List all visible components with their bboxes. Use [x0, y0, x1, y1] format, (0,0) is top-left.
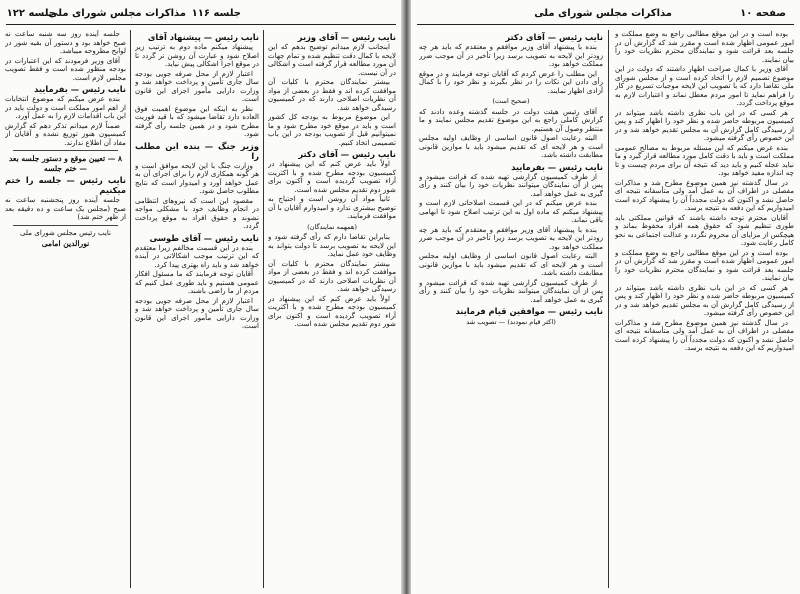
- speaker-name: نایب رئیس — بفرمایید: [511, 161, 603, 172]
- paragraph: اعتبار لازم از محل صرفه جویی بودجه سال جاری تأمین و پرداخت خواهد شد و وزارت دارایی مأمور اجرای این قانون است.: [135, 68, 259, 103]
- paragraph: جلسه آینده روز سه شنبه ساعت نه صبح خواهد بود و دستور آن بقیه شور در لوایح مطروحه میباشد.: [5, 30, 126, 55]
- right-page-column-divider: [608, 30, 609, 588]
- paragraph: وزارت جنگ با این لایحه موافق است و هر گونه همکاری لازم را برای اجرای آن به عمل خواهد آورد و امیدوار است که نتایج مطلوب حاصل شود.: [135, 160, 259, 195]
- paragraph: آقای رئیس هیئت دولت در جلسه گذشته وعده دادند که گزارش کاملی راجع به این موضوع تقدیم مجلس نمایند و ما منتظر وصول آن هستیم.: [419, 106, 603, 133]
- paragraph: بنده عرض میکنم که این مسئله مربوط به مصالح عمومی مملکت است و باید با دقت کامل مورد مطالعه قرار گیرد و ما نباید عجله کنیم و باید دید که نتیجه آن برای مردم چیست و تا چه اندازه مفید خواهد بود.: [615, 142, 794, 177]
- paragraph: بنده در این قسمت مخالفم زیرا معتقدم که این ترتیب موجب اشکالاتی در آینده خواهد شد و باید راه بهتری پیدا کرد.: [135, 242, 259, 269]
- closing-paragraph: جلسه آینده روز پنجشنبه ساعت نه صبح (مجلس یک ساعت و ده دقیقه بعد از ظهر ختم شد): [5, 195, 126, 221]
- section-divider: [13, 225, 118, 226]
- paragraph: آقایان محترم توجه داشته باشند که قوانین مملکتی باید طوری تنظیم شود که حقوق همه افراد محفوظ بماند و هیچکس از مزایای آن محروم نگردد و عدالت اجتماعی به نحو کامل رعایت شود.: [615, 212, 794, 247]
- paragraph: از طرف کمیسیون گزارشی تهیه شده که قرائت میشود و پس از آن نمایندگان میتوانند نظریات خود را بیان کنند و رأی گیری به عمل خواهد آمد.: [419, 171, 603, 198]
- paragraph: هر کسی که در این باب نظری داشته باشد میتواند در کمیسیون مربوطه حاضر شده و نظر خود را اظهار کند و پس از رسیدگی کامل گزارش آن به مجلس تقدیم خواهد شد و در این خصوص رأی گرفته میشود.: [615, 282, 794, 317]
- paragraph: این موضوع مربوط به بودجه کل کشور است و باید در موقع خود مطرح شود و ما نمیتوانیم قبل از تصویب بودجه در این باب تصمیمی اتخاذ کنیم.: [268, 112, 396, 147]
- paragraph: از طرف کمیسیون گزارشی تهیه شده که قرائت میشود و پس از آن نمایندگان میتوانند نظریات خود را بیان کنند و رأی گیری به عمل خواهد آمد.: [419, 277, 603, 304]
- left-page-column-divider: [130, 30, 131, 588]
- right-header-rule: [417, 24, 794, 25]
- paragraph: پیشنهاد میکنم ماده دوم به ترتیب زیر اصلاح شود و عبارت آن روشن تر گردد تا در موقع اجرا اشکالی پیش نیاید.: [135, 42, 259, 68]
- speaker-name: نایب رئیس — جلسه را ختم میکنیم: [5, 175, 126, 195]
- paragraph: اولاً باید عرض کنم که این پیشنهاد در کمیسیون بودجه مطرح شده و با اکثریت آراء تصویب گردیده است و اکنون برای شور دوم تقدیم مجلس شده است.: [268, 293, 396, 328]
- vote-result: (اکثر قیام نمودند) — تصویب شد: [466, 318, 556, 326]
- paragraph: اینجانب لازم میدانم توضیح بدهم که این لایحه با کمال دقت تنظیم شده و تمام جهات آن مورد مطالعه قرار گرفته است و اشکالی در آن نیست.: [268, 42, 396, 77]
- speaker-name: نایب رئیس — موافقین قیام فرمایند: [455, 306, 603, 316]
- speaker-name: وزیر جنگ — بنده این مطلب را: [135, 140, 259, 161]
- right-page-column-2: [419, 30, 603, 588]
- speaker-name: نایب رئیس — بفرمایید: [34, 84, 126, 94]
- left-page-column-3: [5, 30, 126, 588]
- right-page-number: صفحه ۱۰: [740, 8, 786, 19]
- paragraph: بوده است و در این موقع مطالبی راجع به وضع مملکت و امور عمومی اظهار شده است و مقرر شد که گزارش آن در جلسه بعد قرائت شود و نمایندگان محترم نظریات خود را بیان نمایند.: [615, 247, 794, 282]
- paragraph: اعتبار لازم از محل صرفه جویی بودجه سال جاری تأمین و پرداخت خواهد شد و وزارت دارایی مأمور اجرای این قانون است.: [135, 295, 259, 330]
- paragraph: آقایان توجه فرمایند که ما مسئول افکار عمومی هستیم و باید طوری عمل کنیم که مردم از ما راضی باشند.: [135, 269, 259, 295]
- section-heading: ۸ — تعیین موقع و دستور جلسه بعد — ختم جلسه: [8, 154, 123, 173]
- paragraph: نظر به اینکه این موضوع اهمیت فوق العاده دارد تقاضا میشود که با قید فوریت مطرح شود و در همین جلسه رأی گرفته شود.: [135, 103, 259, 138]
- speaker-name: نایب رئیس — آقای طوسی: [149, 232, 259, 243]
- left-page-session-label: جلسه ۱۲۲: [6, 8, 56, 19]
- right-page-header: [411, 8, 800, 22]
- paragraph: مقصود این است که نیروهای انتظامی در انجام وظایف خود با مشکلی مواجه نشوند و حقوق افراد به موقع پرداخت گردد.: [135, 195, 259, 230]
- paragraph: اولاً باید عرض کنم که این پیشنهاد در کمیسیون بودجه مطرح شده و با اکثریت آراء تصویب گردیده است و اکنون برای شور دوم تقدیم مجلس شده است.: [268, 159, 396, 194]
- paragraph: بنده با پیشنهاد آقای وزیر موافقم و معتقدم که باید هر چه زودتر این لایحه به تصویب برسد زیرا تأخیر در آن موجب ضرر مملکت خواهد بود.: [419, 224, 603, 251]
- paragraph: ضمناً لازم میدانم تذکر دهم که گزارش کمیسیون هنوز توزیع نشده و آقایان از مفاد آن اطلاع ندارند.: [5, 120, 126, 147]
- right-page: [411, 0, 800, 594]
- signature-title: نایب رئیس مجلس شورای ملی: [19, 227, 112, 237]
- parenthetical-note: (همهمه نمایندگان): [307, 222, 357, 231]
- paragraph: بیشتر نمایندگان محترم با کلیات آن موافقت کرده اند و فقط در بعضی از مواد آن نظریات اصلاحی دارند که در کمیسیون رسیدگی خواهد شد.: [268, 258, 396, 293]
- paragraph: بنده با پیشنهاد آقای وزیر موافقم و معتقدم که باید هر چه زودتر این لایحه به تصویب برسد زیرا تأخیر در آن موجب ضرر مملکت خواهد بود.: [419, 42, 603, 68]
- paragraph: البته رعایت اصول قانون اساسی از وظایف اولیه مجلس است و هر لایحه ای که تقدیم میشود باید با موازین قانونی مطابقت داشته باشد.: [419, 133, 603, 159]
- paragraph: بنده عرض میکنم که موضوع انتخابات از اهم امور مملکت است و دولت باید در این باب اقدامات لازم را به عمل آورد.: [5, 94, 126, 120]
- left-page-column-divider: [263, 30, 264, 588]
- parenthetical-note: (صحیح است): [492, 97, 530, 105]
- paragraph: هر کسی که در این باب نظری داشته باشد میتواند در کمیسیون مربوطه حاضر شده و نظر خود را اظهار کند و پس از رسیدگی کامل گزارش آن به مجلس تقدیم خواهد شد و در این خصوص رأی گرفته میشود.: [615, 107, 794, 142]
- speaker-name: نایب رئیس — آقای دکتر: [298, 149, 396, 159]
- left-page-title: مذاکرات مجلس شورای ملی: [48, 8, 186, 19]
- paragraph: آقای وزیر فرمودند که این اعتبارات در بودجه منظور شده است و فقط تصویب مجلس لازم است.: [5, 55, 126, 82]
- speaker-name: نایب رئیس — آقای دکتر: [505, 32, 603, 42]
- paragraph: بنده عرض میکنم که در این قسمت اصلاحاتی لازم است و پیشنهاد میکنم که ماده اول به این ترتیب اصلاح شود تا ابهامی باقی نماند.: [419, 198, 603, 224]
- paragraph: بیشتر نمایندگان محترم با کلیات آن موافقت کرده اند و فقط در بعضی از مواد آن نظریات اصلاحی دارند که در کمیسیون رسیدگی خواهد شد.: [268, 77, 396, 112]
- paragraph: بوده است و در این موقع مطالبی راجع به وضع مملکت و امور عمومی اظهار شده است و مقرر شد که گزارش آن در جلسه بعد قرائت شود و نمایندگان محترم نظریات خود را بیان نمایند.: [615, 30, 794, 64]
- paragraph: آقای وزیر با کمال صراحت اظهار داشتند که دولت در این موضوع تصمیم لازم را اتخاذ کرده است و از مجلس شورای ملی تقاضا دارد که با تصویب این لایحه موجبات تسریع در کار را فراهم نماید تا امور مردم معطل نماند و اعتبارات لازم به موقع پرداخت گردد.: [615, 64, 794, 107]
- paragraph: البته رعایت اصول قانون اساسی از وظایف اولیه مجلس است و هر لایحه ای که تقدیم میشود باید با موازین قانونی مطابقت داشته باشد.: [419, 251, 603, 277]
- right-page-title: مذاکرات مجلس شورای ملی: [534, 8, 672, 19]
- left-page-number: جلسه ۱۱۶: [191, 8, 241, 19]
- page-gutter: [401, 0, 411, 594]
- paragraph: در سال گذشته نیز همین موضوع مطرح شد و مذاکرات مفصلی در اطراف آن به عمل آمد ولی متأسفانه نتیجه ای حاصل نشد و اکنون که دولت مجدداً آن را پیشنهاد کرده است امیدواریم که این دفعه به نتیجه برسد.: [615, 177, 794, 212]
- left-page-column-2: [135, 30, 259, 588]
- paragraph: این مطلب را عرض کردم که آقایان توجه فرمایند و در موقع رأی دادن این نکات را در نظر بگیرند و نظر خود را با کمال آزادی اظهار نمایند.: [419, 68, 603, 95]
- speaker-name: نایب رئیس — پیشنهاد آقای: [147, 32, 259, 42]
- signature-name: نورالدین امامی: [41, 239, 90, 248]
- speaker-name: نایب رئیس — آقای وزیر: [297, 32, 396, 42]
- left-page-header: [0, 8, 401, 22]
- section-divider: [13, 150, 118, 151]
- right-page-column-1: [615, 30, 794, 588]
- paragraph: بنابراین تقاضا دارم که رأی گرفته شود و این لایحه به تصویب برسد تا دولت بتواند به وظایف خود عمل نماید.: [268, 232, 396, 258]
- paragraph: ثانیاً مواد آن روشن است و احتیاج به توضیح بیشتری ندارد و امیدوارم آقایان با آن موافقت فرمایند.: [268, 194, 396, 220]
- left-header-rule: [6, 24, 396, 25]
- left-page-column-1: [268, 30, 396, 588]
- paragraph: در سال گذشته نیز همین موضوع مطرح شد و مذاکرات مفصلی در اطراف آن به عمل آمد ولی متأسفانه نتیجه ای حاصل نشد و اکنون که دولت مجدداً آن را پیشنهاد کرده است امیدواریم که این دفعه به نتیجه برسد.: [615, 317, 794, 352]
